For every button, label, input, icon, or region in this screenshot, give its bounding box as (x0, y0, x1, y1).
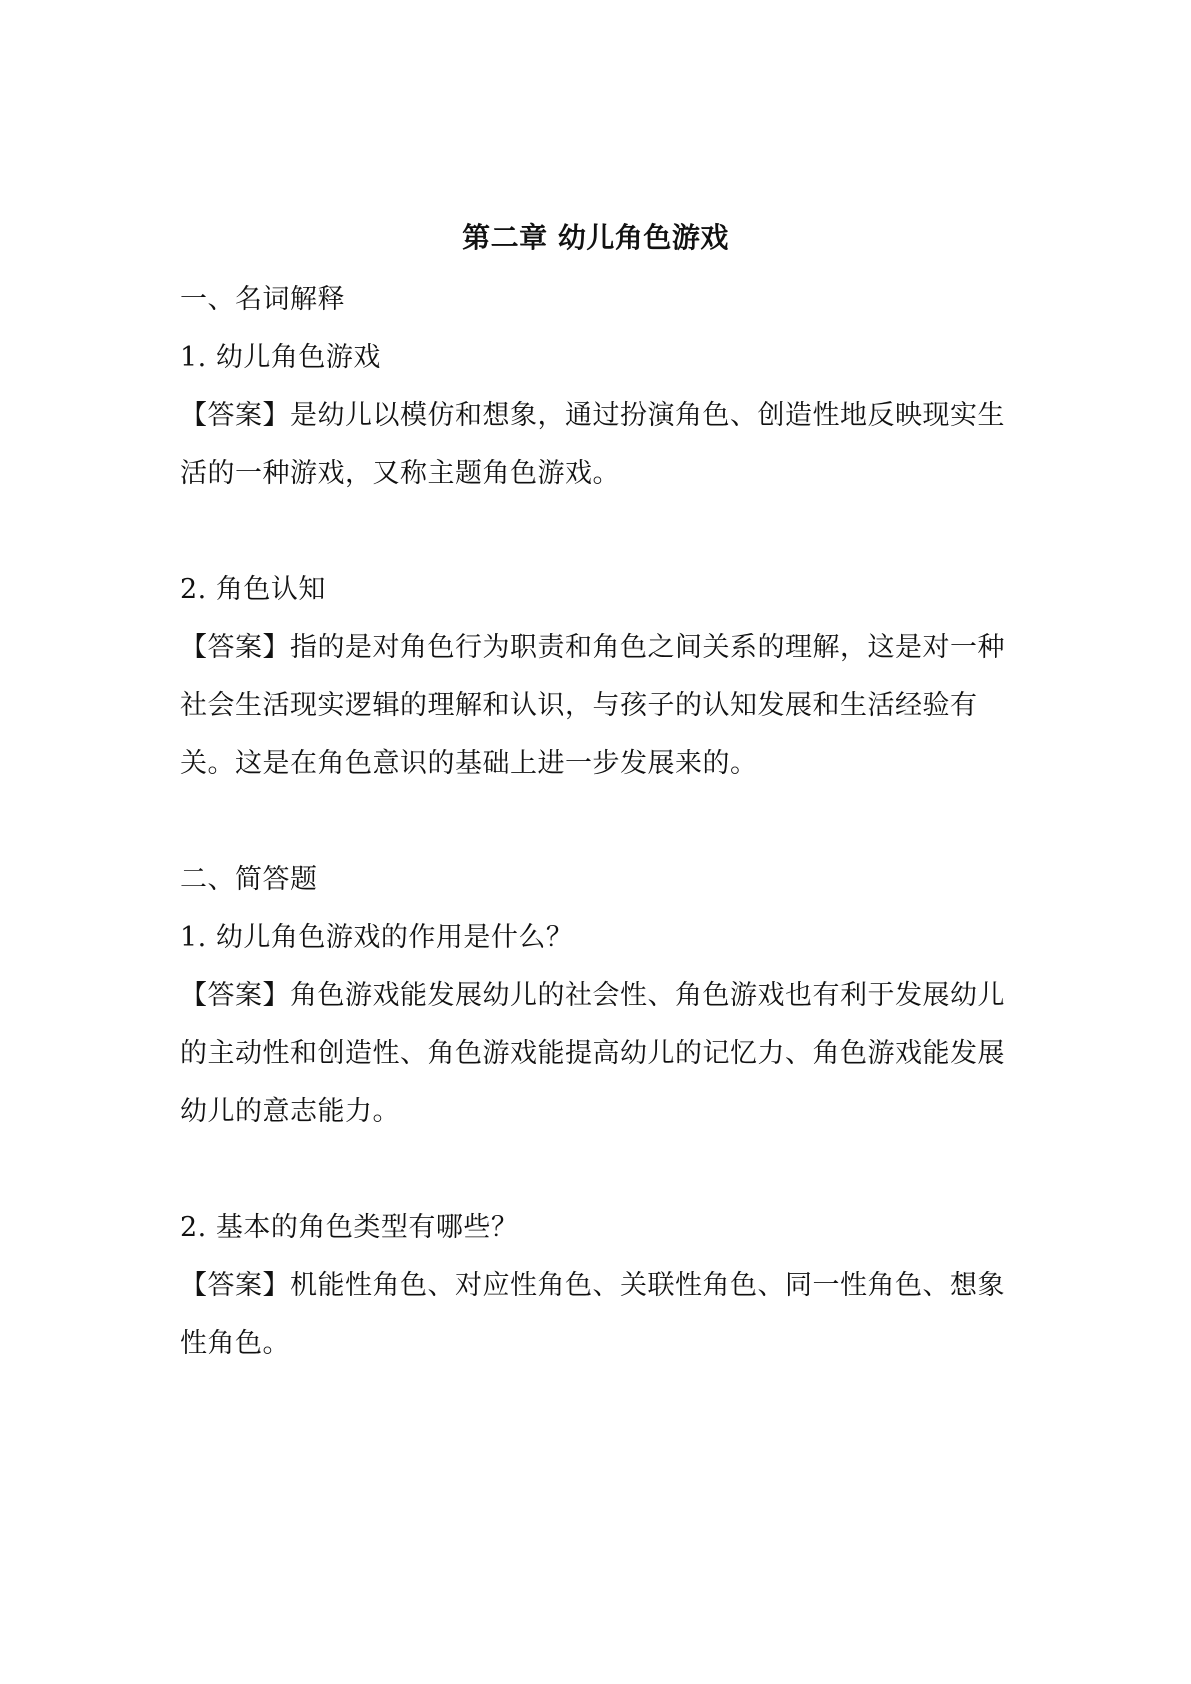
question-label: 1. 幼儿角色游戏 (180, 342, 381, 373)
answer-line (180, 978, 1020, 1014)
answer-line: 性角色。 (180, 1328, 290, 1359)
section-heading-definitions: 一、名词解释 (180, 284, 345, 315)
answer-line: 社会生活现实逻辑的理解和认识，与孩子的认知发展和生活经验有 (180, 690, 978, 721)
answer-text: 是幼儿以模仿和想象，通过扮演角色、创造性地反映现实生 (290, 400, 1005, 431)
question-label: 2. 角色认知 (180, 574, 326, 605)
answer-line: 的主动性和创造性、角色游戏能提高幼儿的记忆力、角色游戏能发展 (180, 1038, 1005, 1069)
chapter-title: 第二章 幼儿角色游戏 (462, 221, 729, 254)
answer-tag: 【答案】 (180, 1270, 290, 1301)
question-label: 2. 基本的角色类型有哪些？ (180, 1212, 519, 1243)
answer-line: 幼儿的意志能力。 (180, 1096, 400, 1127)
section-heading-short-answer: 二、简答题 (180, 864, 318, 895)
answer-line (180, 1268, 1020, 1304)
answer-line: 关。这是在角色意识的基础上进一步发展来的。 (180, 748, 758, 779)
answer-tag: 【答案】 (180, 980, 290, 1011)
answer-text: 角色游戏能发展幼儿的社会性、角色游戏也有利于发展幼儿 (290, 980, 1005, 1011)
answer-line (180, 630, 1020, 666)
answer-line: 活的一种游戏，又称主题角色游戏。 (180, 458, 620, 489)
answer-tag: 【答案】 (180, 632, 290, 663)
answer-line (180, 398, 1020, 434)
answer-tag: 【答案】 (180, 400, 290, 431)
answer-text: 指的是对角色行为职责和角色之间关系的理解，这是对一种 (290, 632, 1005, 663)
answer-text: 机能性角色、对应性角色、关联性角色、同一性角色、想象 (290, 1270, 1005, 1301)
question-label: 1. 幼儿角色游戏的作用是什么？ (180, 922, 574, 953)
